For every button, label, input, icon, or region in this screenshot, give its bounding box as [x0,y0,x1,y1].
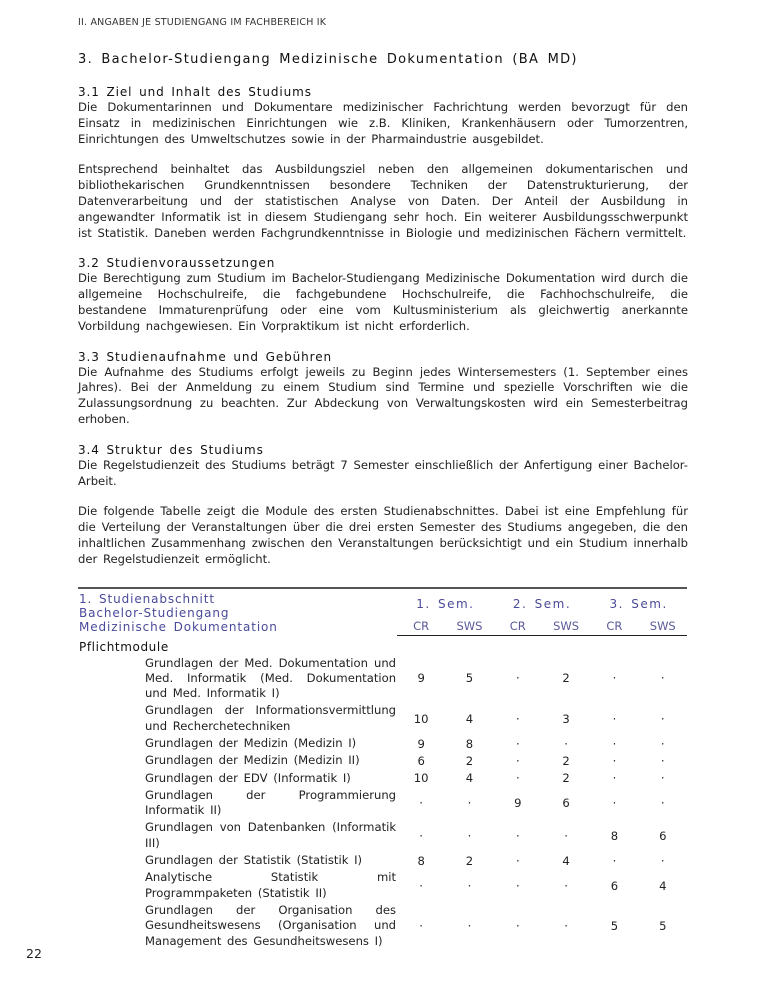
sws-value: · [660,796,665,811]
cr-value: · [419,878,423,893]
section-title: 3.3 Studienaufnahme und Gebühren [78,349,333,364]
table-row [78,752,687,769]
sws-value: · [564,736,568,751]
column-header-sws: SWS [542,615,590,635]
table-row [78,852,687,869]
cr-value: · [612,796,617,811]
cr-value: 6 [417,753,425,768]
cr-value: · [515,771,520,786]
sws-value: 2 [465,753,474,768]
semester-header: 1. Sem. [397,588,494,615]
cr-value: 10 [413,711,429,726]
module-name: Grundlagen der Med. Dokumentation und Med. Informatik (Med. Dokumentation und Med. Informatik I) [145,655,397,701]
cr-value: 9 [417,671,425,686]
sws-value: 2 [562,771,570,786]
module-name: Grundlagen der Statistik (Statistik I) [145,853,363,868]
sws-value: 5 [465,671,474,686]
sws-value: · [660,711,665,726]
cr-value: · [612,671,617,686]
cr-value: 5 [610,918,619,933]
sws-value: · [467,878,472,893]
table-title-line: Medizinische Dokumentation [79,620,278,634]
cr-value: · [612,853,617,868]
group-label: Pflichtmodule [79,639,169,654]
section-studienvoraussetzungen [78,256,688,334]
sws-value: · [660,736,665,751]
column-header-cr: CR [494,615,542,635]
cr-value: · [515,828,520,843]
cr-value: · [612,771,617,786]
cr-value: 9 [417,736,425,751]
section-title: 3.1 Ziel und Inhalt des Studiums [78,85,312,99]
paragraph: Entsprechend beinhaltet das Ausbildungsziel neben den allgemeinen dokumentarischen und bibliothekarischen Grundkenntnissen besondere Techniken der Datenstrukturierung, der Datenverarbeitung und der statistischen Analyse von Daten. Der Anteil der Ausbildung in angewandter Informatik ist in diesem Studiengang sehr hoch. Ein weiterer Ausbildungsschwerpunkt ist Statistik. Daneben werden Fachgrundkenntnisse in Biologie und medizinischen Fächern vermittelt. [78,162,688,240]
module-name: Grundlagen der EDV (Informatik I) [145,770,351,785]
chapter-title: 3. Bachelor-Studiengang Medizinische Dokumentation (BA MD) [78,52,578,67]
cr-value: · [515,853,520,868]
sws-value: 4 [465,711,474,726]
cr-value: · [612,736,617,751]
section-title: 3.2 Studienvoraussetzungen [78,256,276,271]
sws-value: · [660,853,665,868]
column-header-sws: SWS [445,615,493,635]
table-row [78,902,687,950]
modules-table [78,587,687,950]
table-title-line: Bachelor-Studiengang [79,606,230,620]
sws-value: · [660,671,665,686]
table-title [78,588,397,635]
sws-value: 6 [562,796,570,811]
cr-value: · [419,918,423,933]
cr-value: · [515,711,520,726]
sws-value: · [467,828,472,843]
cr-value: 8 [610,828,619,843]
sws-value: · [564,878,568,893]
page-number: 22 [26,946,42,961]
section-studienaufnahme [78,350,688,428]
sws-value: 4 [465,771,474,786]
cr-value: · [612,753,617,768]
sws-value: 2 [465,853,474,868]
table-row [78,819,687,852]
module-name: Analytische Statistik mit Programmpaketen (Statistik II) [145,870,397,900]
table-row [78,702,687,735]
module-name: Grundlagen der Programmierung Informatik II) [145,787,397,818]
cr-value: · [515,753,520,768]
sws-value: · [564,828,568,843]
table-row [78,655,687,703]
sws-value: 4 [562,853,570,868]
module-name: Grundlagen von Datenbanken (Informatik III) [145,820,397,850]
cr-value: · [612,711,617,726]
sws-value: · [467,918,472,933]
paragraph: Die Aufnahme des Studiums erfolgt jeweils zu Beginn jedes Wintersemesters (1. September eines Jahres). Bei der Anmeldung zu einem Studium sind Termine und spezielle Vorschriften wie die Zulassungsordnung zu beachten. Zur Abdeckung von Verwaltungskosten wird ein Semesterbeitrag erhoben. [78,364,688,426]
sws-value: 2 [562,671,570,686]
module-name: Grundlagen der Medizin (Medizin II) [145,753,360,768]
sws-value: 6 [659,828,667,843]
table-row [78,869,687,902]
table-title-line: 1. Studienabschnitt [79,592,216,606]
semester-header: 3. Sem. [590,588,687,615]
sws-value: 5 [659,918,667,933]
sws-value: · [564,918,568,933]
column-header-cr: CR [397,615,445,635]
running-head: II. ANGABEN JE STUDIENGANG IM FACHBEREICH IK [78,17,327,28]
cr-value: · [515,671,520,686]
semester-header: 2. Sem. [494,588,591,615]
body-content [78,85,688,568]
sws-value: · [467,796,472,811]
cr-value: 10 [413,771,429,786]
sws-value: · [660,771,665,786]
column-header-sws: SWS [639,615,687,635]
module-name: Grundlagen der Organisation des Gesundheitswesens (Organisation und Management des Gesundheitswesens I) [145,902,397,948]
section-ziel-inhalt [78,85,688,241]
module-name: Grundlagen der Informationsvermittlung und Recherchetechniken [145,703,397,733]
paragraph: Die Dokumentarinnen und Dokumentare medizinischer Fachrichtung werden bevorzugt für den Einsatz in medizinischen Einrichtungen wie z.B. Kliniken, Krankenhäusern oder Tumorzentren, Einrichtungen des Umweltschutzes sowie in der Pharmaindustrie ausgebildet. [78,100,688,146]
cr-value: · [515,736,520,751]
cr-value: 8 [417,853,425,868]
cr-value: · [419,796,423,811]
cr-value: 6 [610,878,619,893]
sws-value: 3 [562,711,570,726]
column-header-cr: CR [590,615,638,635]
cr-value: · [419,828,423,843]
sws-value: · [660,753,665,768]
table-row [78,787,687,820]
section-struktur [78,443,688,568]
sws-value: 8 [465,736,474,751]
table-row [78,735,687,752]
paragraph: Die Berechtigung zum Studium im Bachelor-Studiengang Medizinische Dokumentation wird durch die allgemeine Hochschulreife, die fachgebundene Hochschulreife, die Fachhochschulreife, die bestandene Immaturenprüfung oder eine vom Kultusministerium als gleichwertig anerkannte Vorbildung nachgewiesen. Ein Vorpraktikum ist nicht erforderlich. [78,271,688,333]
paragraph: Die folgende Tabelle zeigt die Module des ersten Studienabschnittes. Dabei ist eine Empfehlung für die Verteilung der Veranstaltungen über die drei ersten Semester des Studiums angegeben, die den inhaltlichen Zusammenhang zwischen den Veranstaltungen berücksichtigt und ein Studium innerhalb der Regelstudienzeit ermöglicht. [78,504,688,566]
table-row [78,770,687,787]
cr-value: · [515,878,520,893]
module-name: Grundlagen der Medizin (Medizin I) [145,735,357,750]
paragraph: Die Regelstudienzeit des Studiums beträgt 7 Semester einschließlich der Anfertigung einer Bachelor-Arbeit. [78,457,688,488]
section-title: 3.4 Struktur des Studiums [78,442,264,457]
cr-value: 9 [514,796,522,811]
cr-value: · [515,918,520,933]
sws-value: 2 [562,753,570,768]
sws-value: 4 [659,878,667,893]
